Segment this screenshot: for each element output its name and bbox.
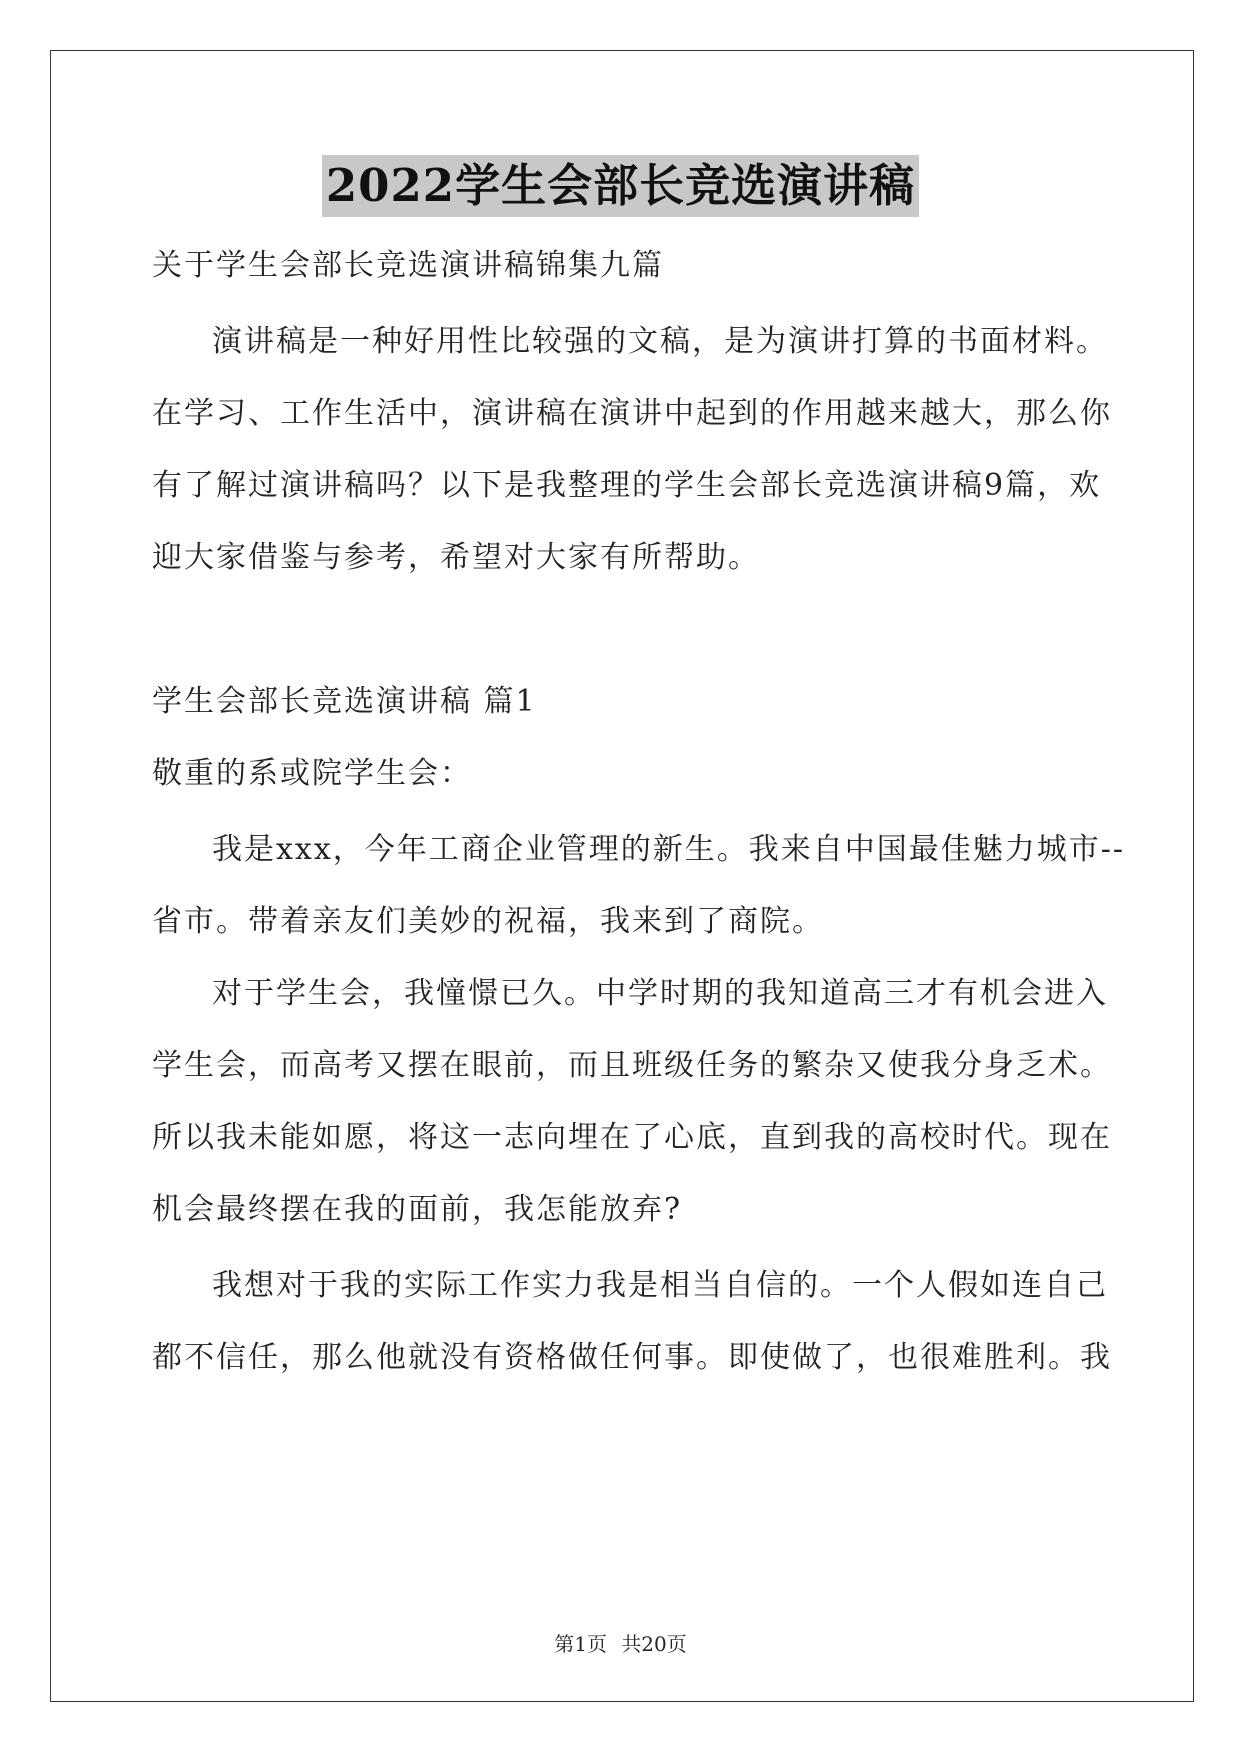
intro-line-1: 演讲稿是一种好用性比较强的文稿，是为演讲打算的书面材料。 (212, 324, 1108, 359)
para2-line-1: 对于学生会，我憧憬已久。中学时期的我知道高三才有机会进入 (212, 976, 1108, 1011)
para2-line-2: 学生会，而高考又摆在眼前，而且班级任务的繁杂又使我分身乏术。 (152, 1048, 1112, 1083)
para2-line-4: 机会最终摆在我的面前，我怎能放弃? (152, 1192, 683, 1227)
page-total: 共20页 (621, 1632, 687, 1656)
salutation: 敬重的系或院学生会： (152, 756, 472, 791)
intro-line-2: 在学习、工作生活中，演讲稿在演讲中起到的作用越来越大，那么你 (152, 396, 1112, 431)
page-number: 第1页 (554, 1632, 607, 1656)
page-footer (0, 1628, 1241, 1657)
para3-line-2: 都不信任，那么他就没有资格做任何事。即使做了，也很难胜利。我 (152, 1340, 1112, 1375)
para2-line-3: 所以我未能如愿，将这一志向埋在了心底，直到我的高校时代。现在 (152, 1120, 1112, 1155)
para1-line-1: 我是xxx，今年工商企业管理的新生。我来自中国最佳魅力城市-- (212, 832, 1126, 867)
section-heading: 学生会部长竞选演讲稿 篇1 (152, 684, 537, 719)
para3-line-1: 我想对于我的实际工作实力我是相当自信的。一个人假如连自己 (212, 1268, 1108, 1303)
page-border (50, 50, 1194, 1702)
para1-line-2: 省市。带着亲友们美妙的祝福，我来到了商院。 (152, 904, 824, 939)
intro-line-3: 有了解过演讲稿吗？以下是我整理的学生会部长竞选演讲稿9篇，欢 (152, 468, 1102, 503)
document-title: 2022学生会部长竞选演讲稿 (322, 155, 919, 217)
document-subtitle: 关于学生会部长竞选演讲稿锦集九篇 (152, 248, 664, 283)
title-container (0, 155, 1241, 217)
intro-line-4: 迎大家借鉴与参考，希望对大家有所帮助。 (152, 540, 760, 575)
